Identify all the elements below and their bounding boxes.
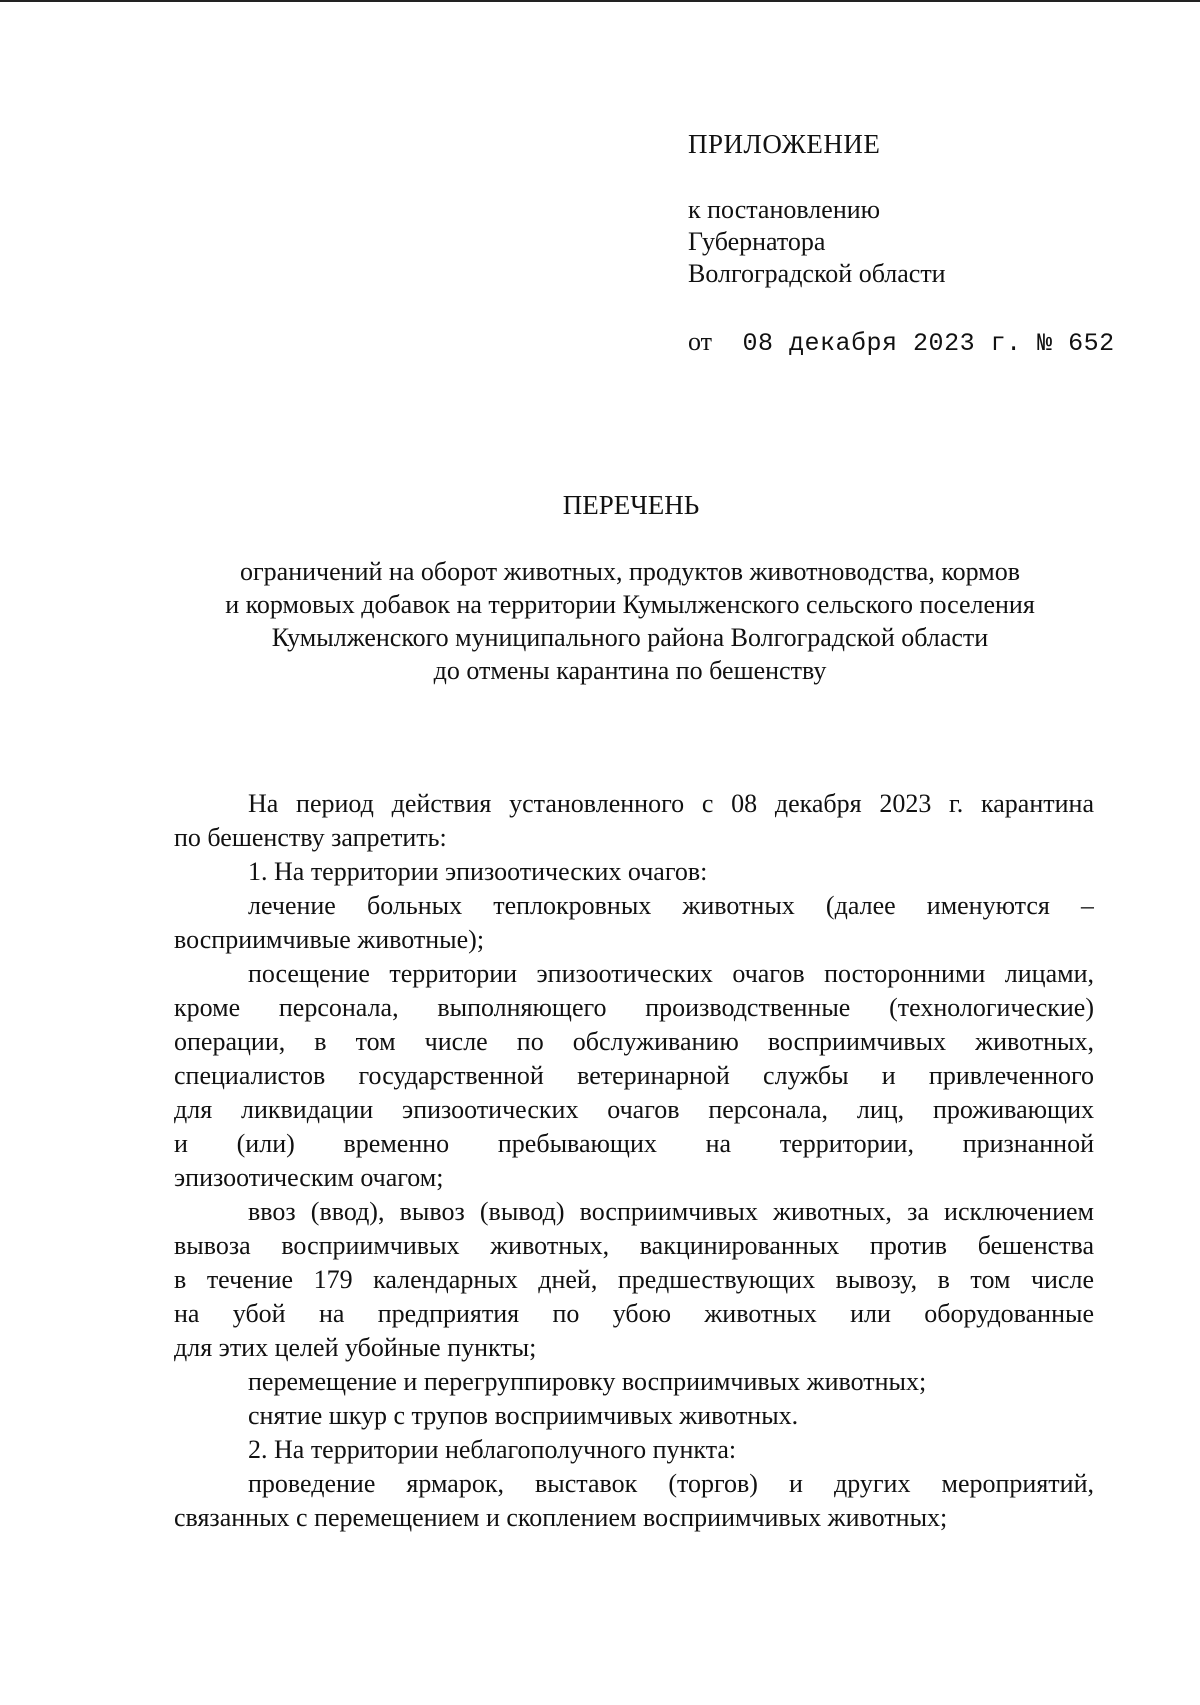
appendix-line: к постановлению bbox=[688, 195, 881, 224]
subtitle-line: до отмены карантина по бешенству bbox=[433, 656, 827, 685]
body-line: посещение территории эпизоотических очагов посторонними лицами, bbox=[248, 959, 1094, 988]
body-line: по бешенству запретить: bbox=[174, 823, 447, 852]
decree-date bbox=[688, 327, 1115, 358]
body-line: кроме персонала, выполняющего производственные (технологические) bbox=[174, 993, 1094, 1022]
body-line: перемещение и перегруппировку восприимчивых животных; bbox=[248, 1367, 927, 1396]
body-line: лечение больных теплокровных животных (далее именуются – bbox=[248, 891, 1094, 920]
body-line: вывоза восприимчивых животных, вакцинированных против бешенства bbox=[174, 1231, 1094, 1260]
subtitle-line: Кумылженского муниципального района Волгоградской области bbox=[271, 623, 989, 652]
body-line: на убой на предприятия по убою животных или оборудованные bbox=[174, 1299, 1094, 1328]
subtitle-line: и кормовых добавок на территории Кумылженского сельского поселения bbox=[225, 590, 1035, 619]
appendix-reference bbox=[688, 194, 946, 290]
document-heading: ПЕРЕЧЕНЬ bbox=[562, 490, 700, 520]
date-value: 08 декабря 2023 г. № 652 bbox=[742, 329, 1115, 358]
body-line: эпизоотическим очагом; bbox=[174, 1163, 444, 1192]
body-line: восприимчивые животные); bbox=[174, 925, 485, 954]
body-line: На период действия установленного с 08 декабря 2023 г. карантина bbox=[248, 789, 1094, 818]
body-line: специалистов государственной ветеринарной службы и привлеченного bbox=[174, 1061, 1094, 1090]
body-line: связанных с перемещением и скоплением восприимчивых животных; bbox=[174, 1503, 948, 1532]
body-line: снятие шкур с трупов восприимчивых животных. bbox=[248, 1401, 799, 1430]
body-line: и (или) временно пребывающих на территории, признанной bbox=[174, 1129, 1094, 1158]
body-line: операции, в том числе по обслуживанию восприимчивых животных, bbox=[174, 1027, 1094, 1056]
body-line: для этих целей убойные пункты; bbox=[174, 1333, 537, 1362]
appendix-title: ПРИЛОЖЕНИЕ bbox=[688, 129, 881, 159]
document-subtitle bbox=[170, 555, 1090, 687]
appendix-line: Губернатора bbox=[688, 227, 826, 256]
appendix-line: Волгоградской области bbox=[688, 259, 946, 288]
body-line: для ликвидации эпизоотических очагов персонала, лиц, проживающих bbox=[174, 1095, 1094, 1124]
scan-edge-line bbox=[0, 0, 1200, 2]
body-line: 1. На территории эпизоотических очагов: bbox=[248, 857, 708, 886]
body-line: в течение 179 календарных дней, предшествующих вывозу, в том числе bbox=[174, 1265, 1094, 1294]
date-prefix: от bbox=[688, 327, 713, 356]
body-line: проведение ярмарок, выставок (торгов) и других мероприятий, bbox=[248, 1469, 1094, 1498]
subtitle-line: ограничений на оборот животных, продуктов животноводства, кормов bbox=[240, 557, 1020, 586]
body-line: ввоз (ввод), вывоз (вывод) восприимчивых животных, за исключением bbox=[248, 1197, 1094, 1226]
document-body bbox=[174, 787, 1094, 1535]
body-line: 2. На территории неблагополучного пункта: bbox=[248, 1435, 737, 1464]
